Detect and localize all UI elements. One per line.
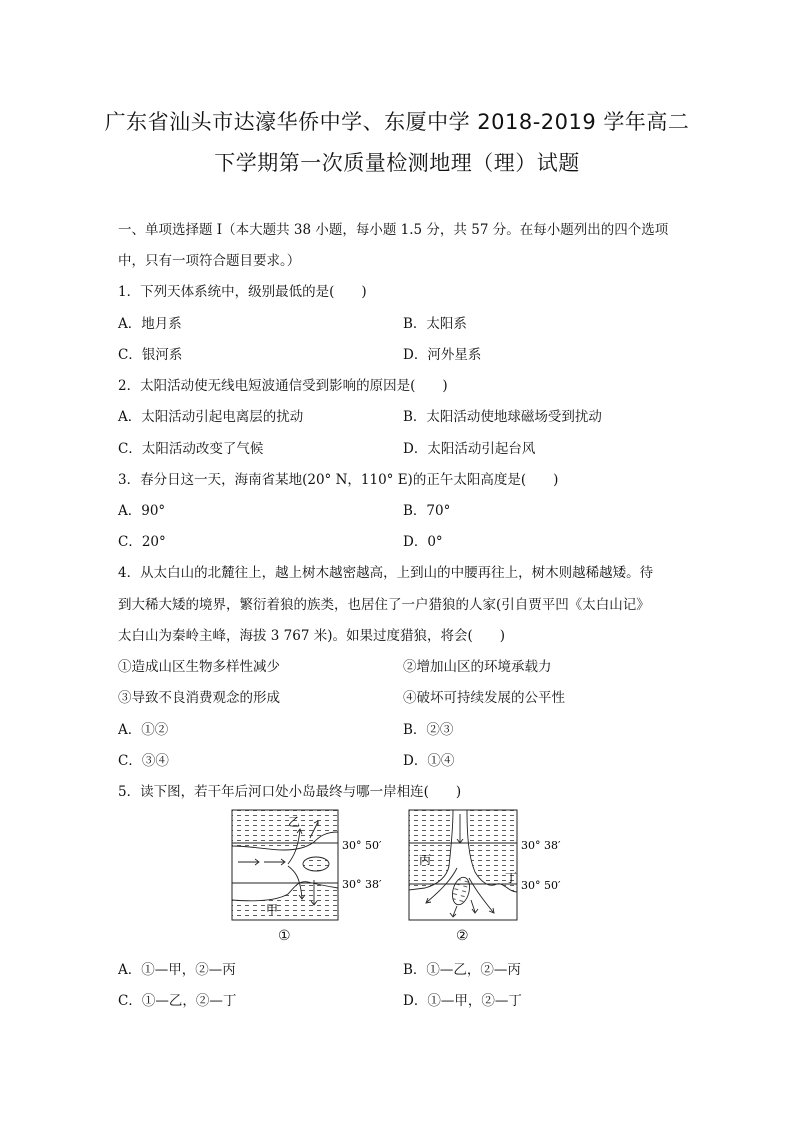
q4-option-b: B．②③: [403, 722, 454, 738]
q5-figure-1-caption: ①: [278, 928, 291, 944]
q5-option-a: A．①—甲，②—丙: [118, 962, 236, 978]
q4-stem-1: 4．从太白山的北麓往上，越上树木越密越高，上到山的中腰再往上，树木则越稀越矮。待: [118, 565, 654, 581]
q4-stem-2: 到大稀大矮的境界，繁衍着狼的族类，也居住了一户猎狼的人家(引自贾平凹《太白山记》: [118, 597, 650, 613]
q2-option-d: D．太阳活动引起台风: [403, 441, 536, 457]
q3-option-c: C．20°: [118, 534, 166, 550]
q4-option-d: D．①④: [403, 753, 455, 769]
fig1-label-jia: 甲: [266, 903, 279, 917]
q1-option-a: A．地月系: [118, 316, 182, 332]
fig2-lat-top: 30° 38′: [521, 839, 561, 852]
q4-option-c: C．③④: [118, 753, 169, 769]
q5-figure-1-map: [228, 808, 388, 928]
q5-figure-2-caption: ②: [456, 928, 469, 944]
q2-option-c: C．太阳活动改变了气候: [118, 441, 264, 457]
q5-stem: 5．读下图，若干年后河口处小岛最终与哪一岸相连( ): [118, 784, 462, 800]
page-title-line-2: 下学期第一次质量检测地理（理）试题: [214, 151, 580, 175]
q4-statement-2: ②增加山区的环境承载力: [403, 659, 552, 675]
q1-stem: 1．下列天体系统中，级别最低的是( ): [118, 284, 367, 300]
section-instruction-2: 中，只有一项符合题目要求。）: [118, 253, 301, 269]
q5-option-b: B．①—乙，②—丙: [403, 962, 521, 978]
q4-stem-3: 太白山为秦岭主峰，海拔 3 767 米)。如果过度猎狼，将会( ): [118, 628, 506, 644]
q4-statement-4: ④破坏可持续发展的公平性: [403, 690, 565, 706]
q2-option-b: B．太阳活动使地球磁场受到扰动: [403, 409, 602, 425]
q3-option-d: D．0°: [403, 534, 443, 550]
q1-option-b: B．太阳系: [403, 316, 467, 332]
fig2-label-ding: 丁: [505, 871, 518, 885]
fig1-lat-top: 30° 50′: [342, 839, 382, 852]
q4-statement-1: ①造成山区生物多样性减少: [118, 659, 280, 675]
q3-option-b: B．70°: [403, 503, 451, 519]
fig1-lat-bottom: 30° 38′: [342, 878, 382, 891]
q5-figure-2-map: [405, 808, 575, 928]
section-instruction-1: 一、单项选择题 I（本大题共 38 小题，每小题 1.5 分，共 57 分。在每小题列出的四个选项: [118, 222, 669, 238]
q1-option-d: D．河外星系: [403, 347, 482, 363]
page-title-line-1: 广东省汕头市达濠华侨中学、东厦中学 2018-2019 学年高二: [104, 110, 690, 134]
q3-option-a: A．90°: [118, 503, 166, 519]
q3-stem: 3．春分日这一天，海南省某地(20° N，110° E)的正午太阳高度是( ): [118, 472, 559, 488]
q1-option-c: C．银河系: [118, 347, 183, 363]
q5-option-d: D．①—甲，②—丁: [403, 993, 522, 1009]
q2-option-a: A．太阳活动引起电离层的扰动: [118, 409, 304, 425]
q5-option-c: C．①—乙，②—丁: [118, 993, 237, 1009]
q4-statement-3: ③导致不良消费观念的形成: [118, 690, 280, 706]
q2-stem: 2．太阳活动使无线电短波通信受到影响的原因是( ): [118, 378, 448, 394]
q4-option-a: A．①②: [118, 722, 169, 738]
fig1-label-yi: 乙: [288, 815, 301, 829]
fig2-label-bing: 丙: [419, 853, 432, 867]
fig2-lat-bottom: 30° 50′: [521, 879, 561, 892]
